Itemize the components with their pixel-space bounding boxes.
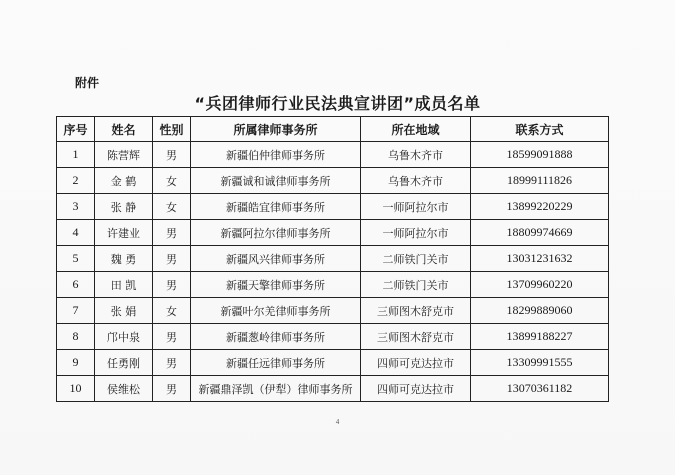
cell-gender: 女 xyxy=(153,168,191,194)
cell-name: 任勇刚 xyxy=(95,350,153,376)
cell-region: 一师阿拉尔市 xyxy=(361,220,471,246)
cell-gender: 男 xyxy=(153,246,191,272)
cell-gender: 女 xyxy=(153,298,191,324)
table-row xyxy=(57,298,609,324)
table-row xyxy=(57,272,609,298)
cell-name: 张 娟 xyxy=(95,298,153,324)
cell-firm: 新疆风兴律师事务所 xyxy=(191,246,361,272)
cell-gender: 男 xyxy=(153,220,191,246)
header-region: 所在地域 xyxy=(361,117,471,142)
header-gender: 性别 xyxy=(153,117,191,142)
document-title: “兵团律师行业民法典宣讲团”成员名单 xyxy=(194,94,481,113)
cell-index: 2 xyxy=(57,168,95,194)
cell-index: 4 xyxy=(57,220,95,246)
cell-firm: 新疆阿拉尔律师事务所 xyxy=(191,220,361,246)
cell-region: 三师图木舒克市 xyxy=(361,324,471,350)
cell-name: 田 凯 xyxy=(95,272,153,298)
cell-gender: 男 xyxy=(153,350,191,376)
cell-region: 乌鲁木齐市 xyxy=(361,142,471,168)
table-row xyxy=(57,142,609,168)
page-number: 4 xyxy=(335,418,340,426)
cell-name: 侯维松 xyxy=(95,376,153,402)
attachment-label: 附件 xyxy=(75,76,100,90)
table-row xyxy=(57,168,609,194)
cell-name: 金 鹤 xyxy=(95,168,153,194)
header-index: 序号 xyxy=(57,117,95,142)
header-firm: 所属律师事务所 xyxy=(191,117,361,142)
cell-index: 1 xyxy=(57,142,95,168)
cell-firm: 新疆天擎律师事务所 xyxy=(191,272,361,298)
cell-gender: 男 xyxy=(153,142,191,168)
cell-phone: 18599091888 xyxy=(471,142,609,168)
cell-gender: 男 xyxy=(153,376,191,402)
table-row xyxy=(57,194,609,220)
cell-name: 魏 勇 xyxy=(95,246,153,272)
header-phone: 联系方式 xyxy=(471,117,609,142)
table-row xyxy=(57,220,609,246)
cell-phone: 13709960220 xyxy=(471,272,609,298)
cell-gender: 男 xyxy=(153,324,191,350)
cell-firm: 新疆鼎泽凯（伊犁）律师事务所 xyxy=(191,376,361,402)
cell-name: 陈营辉 xyxy=(95,142,153,168)
member-table xyxy=(56,116,609,402)
cell-index: 8 xyxy=(57,324,95,350)
cell-phone: 13070361182 xyxy=(471,376,609,402)
cell-phone: 18809974669 xyxy=(471,220,609,246)
cell-region: 乌鲁木齐市 xyxy=(361,168,471,194)
cell-firm: 新疆伯仲律师事务所 xyxy=(191,142,361,168)
cell-index: 7 xyxy=(57,298,95,324)
cell-index: 6 xyxy=(57,272,95,298)
cell-firm: 新疆任远律师事务所 xyxy=(191,350,361,376)
cell-phone: 13309991555 xyxy=(471,350,609,376)
cell-firm: 新疆叶尔羌律师事务所 xyxy=(191,298,361,324)
cell-firm: 新疆皓宜律师事务所 xyxy=(191,194,361,220)
cell-index: 5 xyxy=(57,246,95,272)
cell-phone: 13899220229 xyxy=(471,194,609,220)
table-row xyxy=(57,350,609,376)
cell-name: 许建业 xyxy=(95,220,153,246)
cell-phone: 13899188227 xyxy=(471,324,609,350)
cell-phone: 18999111826 xyxy=(471,168,609,194)
cell-phone: 18299889060 xyxy=(471,298,609,324)
cell-gender: 男 xyxy=(153,272,191,298)
cell-region: 二师铁门关市 xyxy=(361,246,471,272)
cell-firm: 新疆葱岭律师事务所 xyxy=(191,324,361,350)
cell-name: 邝中泉 xyxy=(95,324,153,350)
cell-region: 四师可克达拉市 xyxy=(361,350,471,376)
cell-phone: 13031231632 xyxy=(471,246,609,272)
cell-region: 三师图木舒克市 xyxy=(361,298,471,324)
cell-gender: 女 xyxy=(153,194,191,220)
header-name: 姓名 xyxy=(95,117,153,142)
cell-firm: 新疆诚和诚律师事务所 xyxy=(191,168,361,194)
cell-name: 张 静 xyxy=(95,194,153,220)
cell-index: 10 xyxy=(57,376,95,402)
cell-index: 9 xyxy=(57,350,95,376)
table-row xyxy=(57,376,609,402)
cell-region: 一师阿拉尔市 xyxy=(361,194,471,220)
cell-index: 3 xyxy=(57,194,95,220)
cell-region: 四师可克达拉市 xyxy=(361,376,471,402)
table-row xyxy=(57,246,609,272)
cell-region: 二师铁门关市 xyxy=(361,272,471,298)
table-header-row xyxy=(57,117,609,142)
table-row xyxy=(57,324,609,350)
